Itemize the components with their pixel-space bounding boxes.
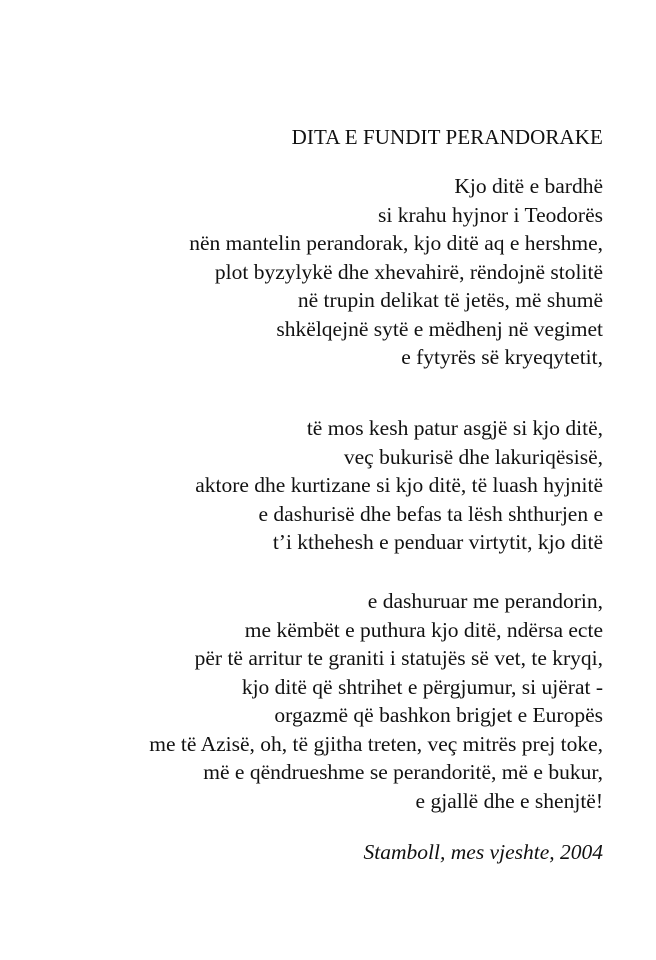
poem-line: si krahu hyjnor i Teodorës bbox=[377, 202, 603, 227]
poem-line: e gjallë dhe e shenjtë! bbox=[415, 788, 603, 813]
poem-stanza-2 bbox=[195, 414, 603, 557]
poem-signature: Stamboll, mes vjeshte, 2004 bbox=[363, 840, 603, 864]
poem-line: shkëlqejnë sytë e mëdhenj në vegimet bbox=[276, 316, 603, 341]
poem-stanza-3 bbox=[149, 587, 603, 815]
poem-line: me këmbët e puthura kjo ditë, ndërsa ecte bbox=[244, 617, 603, 642]
poem-line: të mos kesh patur asgjë si kjo ditë, bbox=[306, 416, 603, 440]
poem-line: në trupin delikat të jetës, më shumë bbox=[297, 288, 603, 312]
poem-line: aktore dhe kurtizane si kjo ditë, të luash hyjnitë bbox=[195, 473, 603, 497]
poem-line: t’i kthehesh e penduar virtytit, kjo ditë bbox=[272, 530, 603, 554]
poem-line: Kjo ditë e bardhë bbox=[454, 174, 603, 198]
poem-line: më e qëndrueshme se perandoritë, më e bukur, bbox=[203, 760, 603, 784]
poem-line: kjo ditë që shtrihet e përgjumur, si ujërat - bbox=[241, 674, 603, 699]
poem-line: e dashurisë dhe befas ta lësh shthurjen e bbox=[258, 501, 603, 526]
poem-line: veç bukurisë dhe lakuriqësisë, bbox=[343, 444, 603, 469]
poem-line: e dashuruar me perandorin, bbox=[367, 589, 603, 613]
poem-title: DITA E FUNDIT PERANDORAKE bbox=[291, 125, 603, 149]
poem-line: nën mantelin perandorak, kjo ditë aq e hershme, bbox=[189, 231, 603, 255]
poem-line: për të arritur te graniti i statujës së vet, te kryqi, bbox=[194, 646, 603, 670]
poem-line: me të Azisë, oh, të gjitha treten, veç mitrës prej toke, bbox=[149, 731, 603, 756]
poem-line: e fytyrës së kryeqytetit, bbox=[401, 345, 603, 369]
poem-line: plot byzylykë dhe xhevahirë, rëndojnë stolitë bbox=[214, 259, 603, 284]
poem-line: orgazmë që bashkon brigjet e Europës bbox=[274, 703, 603, 727]
poem-stanza-1 bbox=[189, 172, 603, 372]
